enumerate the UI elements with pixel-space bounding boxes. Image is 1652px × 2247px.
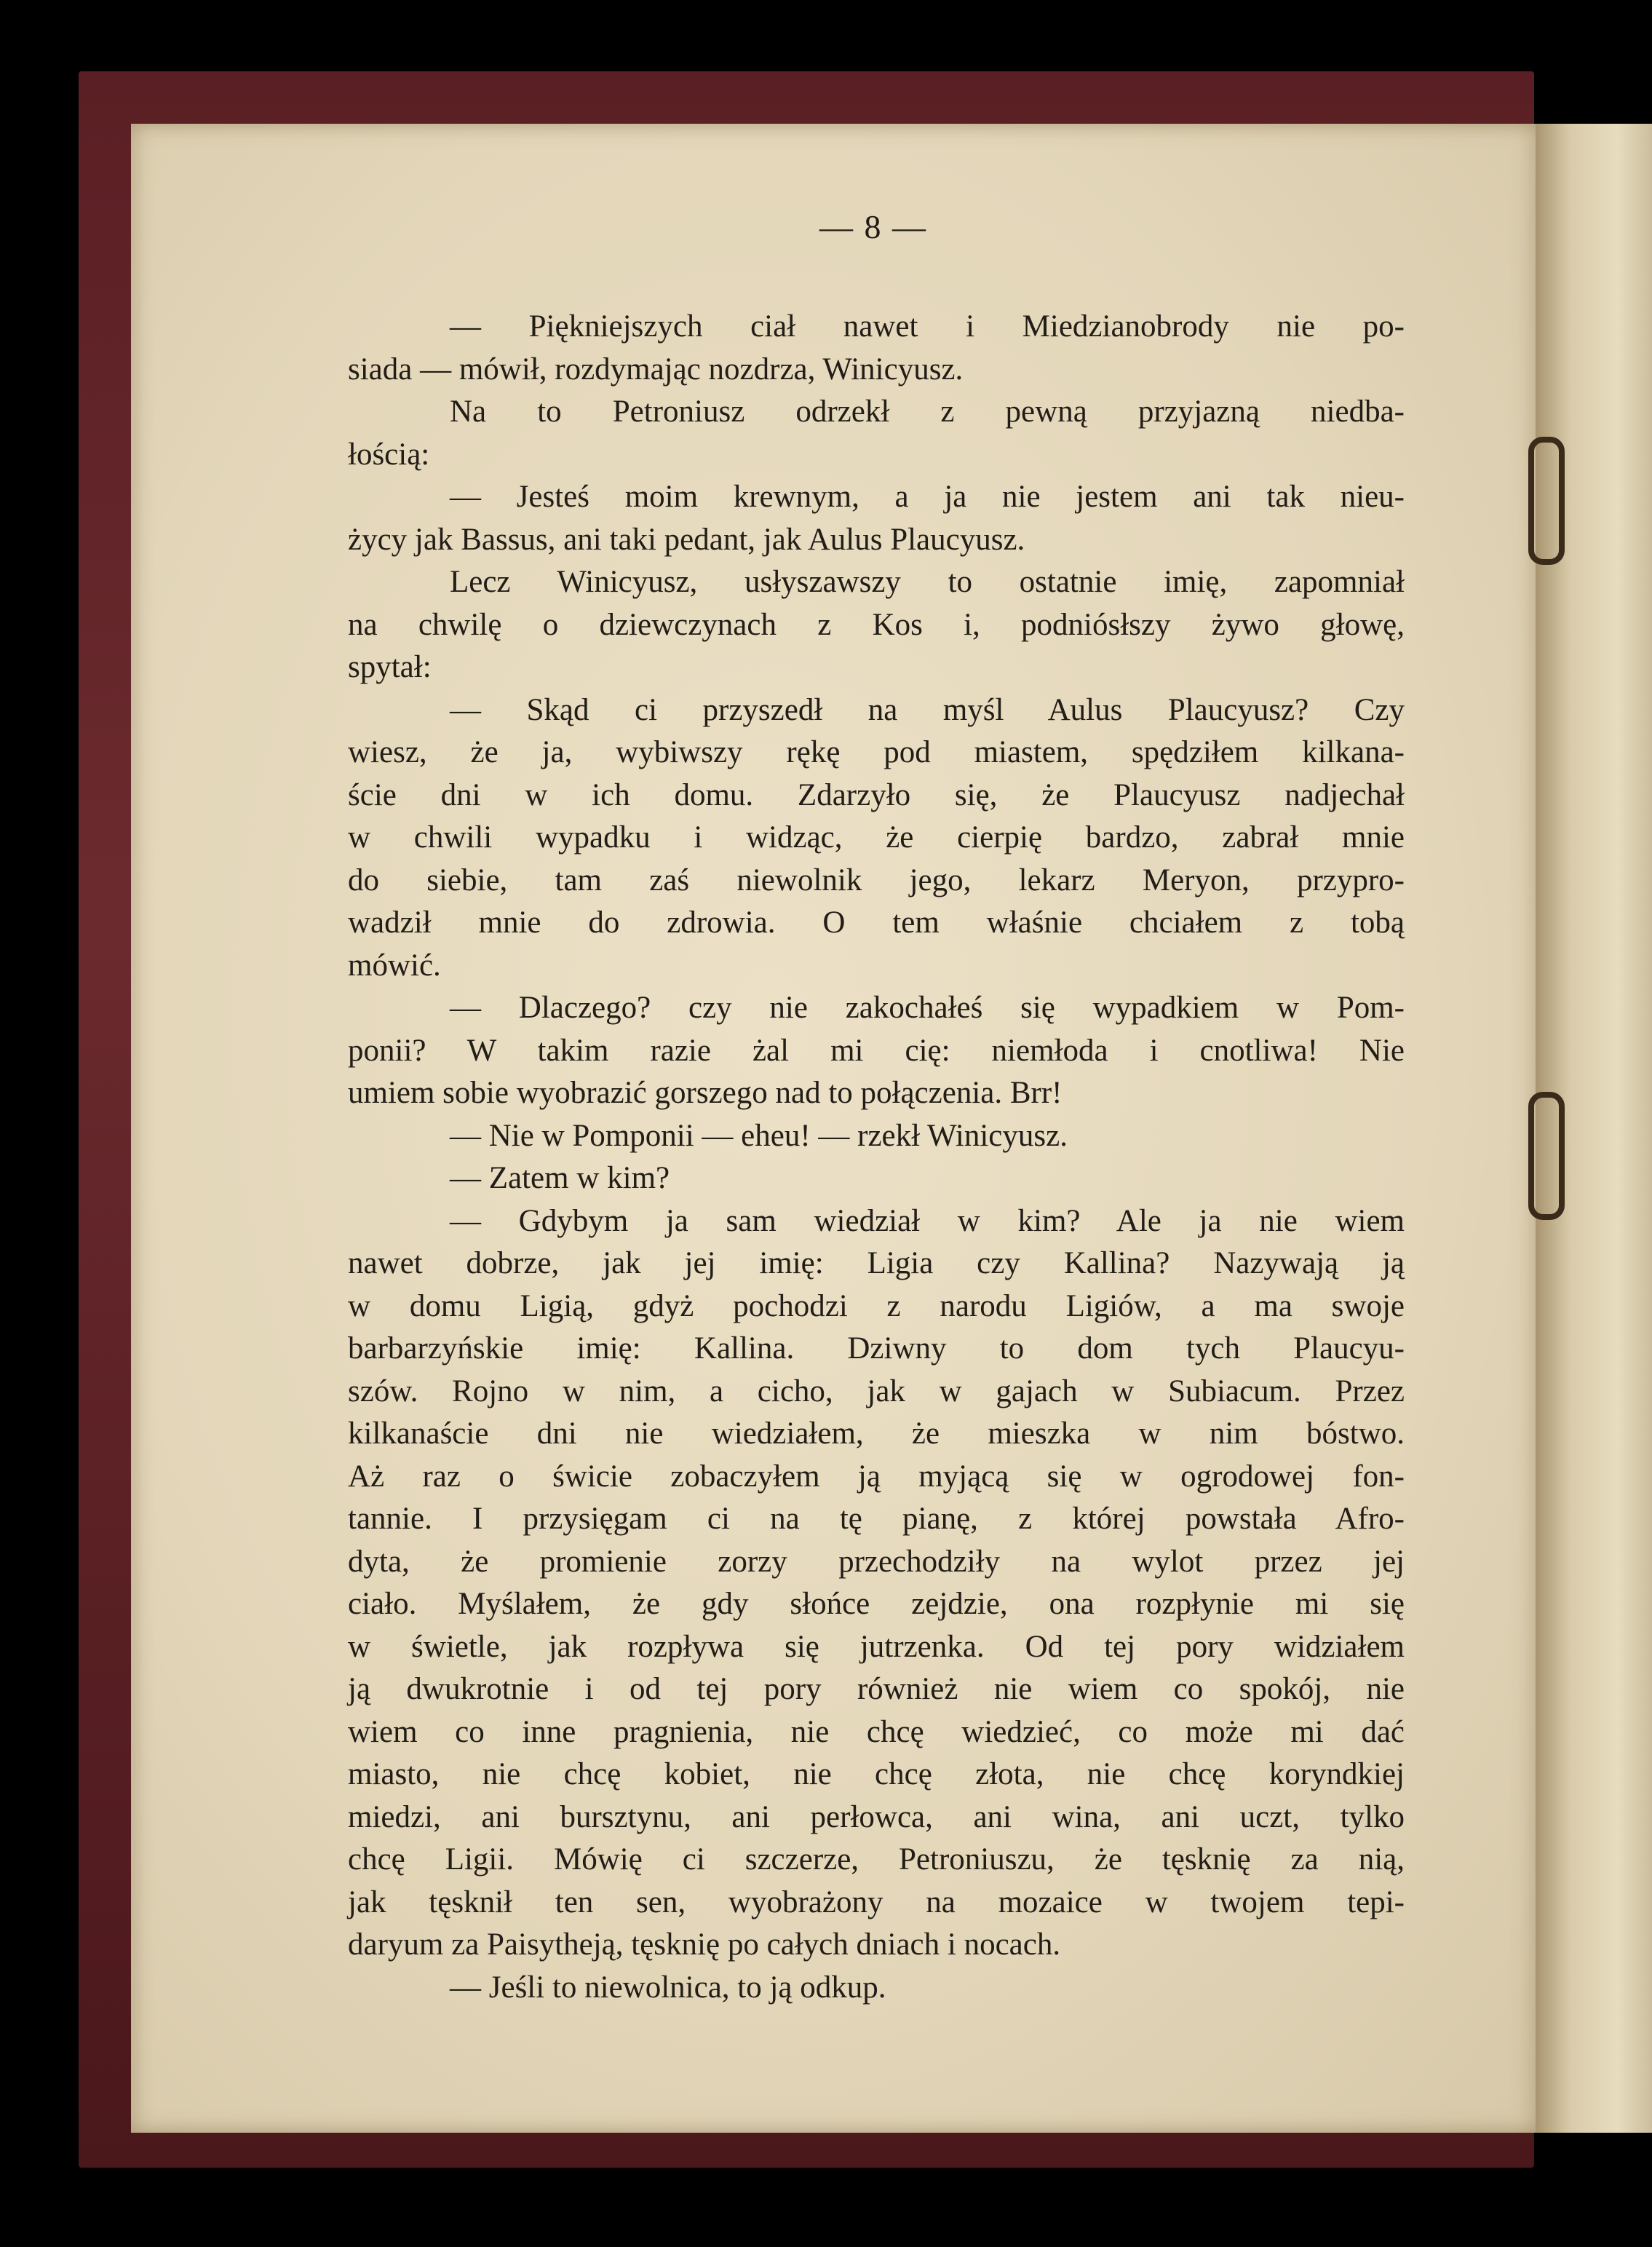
text-line: łością: bbox=[348, 437, 430, 472]
text-line: dyta, że promienie zorzy przechodziły na wylot przez jej bbox=[348, 1544, 1405, 1579]
text-line: — Zatem w kim? bbox=[450, 1161, 670, 1195]
text-line: umiem sobie wyobrazić gorszego nad to połączenia. Brr! bbox=[348, 1076, 1063, 1110]
text-line: wadził mnie do zdrowia. O tem właśnie chciałem z tobą bbox=[348, 905, 1405, 940]
text-line: — Jeśli to niewolnica, to ją odkup. bbox=[450, 1970, 886, 2005]
body-text bbox=[348, 306, 1405, 2009]
text-line: ją dwukrotnie i od tej pory również nie wiem co spokój, nie bbox=[348, 1672, 1405, 1706]
text-line: kilkanaście dni nie wiedziałem, że mieszka w nim bóstwo. bbox=[348, 1416, 1405, 1451]
text-line: nawet dobrze, jak jej imię: Ligia czy Kallina? Nazywają ją bbox=[348, 1246, 1405, 1280]
text-line: daryum za Paisytheją, tęsknię po całych dniach i nocach. bbox=[348, 1927, 1061, 1962]
text-line: w domu Ligią, gdyż pochodzi z narodu Ligiów, a ma swoje bbox=[348, 1288, 1405, 1323]
text-line: siada — mówił, rozdymając nozdrza, Winicyusz. bbox=[348, 352, 964, 387]
text-line: ponii? W takim razie żal mi cię: niemłoda i cnotliwa! Nie bbox=[348, 1033, 1405, 1068]
text-line: do siebie, tam zaś niewolnik jego, lekarz Meryon, przypro- bbox=[348, 863, 1405, 897]
text-line: jak tęsknił ten sen, wyobrażony na mozaice w twojem tepi- bbox=[348, 1885, 1405, 1919]
binding-ring-bottom bbox=[1528, 1092, 1565, 1220]
text-line: w świetle, jak rozpływa się jutrzenka. Od tej pory widziałem bbox=[348, 1629, 1405, 1664]
text-line: Na to Petroniusz odrzekł z pewną przyjazną niedba- bbox=[450, 395, 1405, 429]
text-line: — Nie w Pomponii — eheu! — rzekł Winicyusz. bbox=[450, 1118, 1068, 1153]
text-line: — Skąd ci przyszedł na myśl Aulus Plaucyusz? Czy bbox=[450, 692, 1405, 727]
text-line: barbarzyńskie imię: Kallina. Dziwny to dom tych Plaucyu- bbox=[348, 1331, 1405, 1366]
text-line: wiesz, że ja, wybiwszy rękę pod miastem, spędziłem kilkana- bbox=[348, 735, 1405, 769]
text-line: — Piękniejszych ciał nawet i Miedzianobrody nie po- bbox=[450, 309, 1405, 344]
text-line: w chwili wypadku i widząc, że cierpię bardzo, zabrał mnie bbox=[348, 820, 1405, 855]
text-line: — Jesteś moim krewnym, a ja nie jestem ani tak nieu- bbox=[450, 480, 1405, 514]
text-line: miedzi, ani bursztynu, ani perłowca, ani wina, ani uczt, tylko bbox=[348, 1799, 1405, 1834]
text-line: Aż raz o świcie zobaczyłem ją myjącą się w ogrodowej fon- bbox=[348, 1459, 1405, 1494]
text-line: szów. Rojno w nim, a cicho, jak w gajach w Subiacum. Przez bbox=[348, 1374, 1405, 1408]
text-line: spytał: bbox=[348, 650, 432, 684]
text-line: — Gdybym ja sam wiedział w kim? Ale ja nie wiem bbox=[450, 1203, 1405, 1238]
text-line: Lecz Winicyusz, usłyszawszy to ostatnie imię, zapomniał bbox=[450, 565, 1405, 599]
text-line: ciało. Myślałem, że gdy słońce zejdzie, ona rozpłynie mi się bbox=[348, 1587, 1405, 1621]
text-line: tannie. I przysięgam ci na tę pianę, z której powstała Afro- bbox=[348, 1502, 1405, 1536]
text-line: mówić. bbox=[348, 948, 441, 983]
text-line: — Dlaczego? czy nie zakochałeś się wypadkiem w Pom- bbox=[450, 991, 1405, 1025]
text-line: chcę Ligii. Mówię ci szczerze, Petroniuszu, że tęsknię za nią, bbox=[348, 1842, 1405, 1877]
text-line: wiem co inne pragnienia, nie chcę wiedzieć, co może mi dać bbox=[348, 1714, 1405, 1749]
text-line: życy jak Bassus, ani taki pedant, jak Aulus Plaucyusz. bbox=[348, 522, 1025, 557]
page-number: — 8 — bbox=[819, 208, 927, 245]
text-line: na chwilę o dziewczynach z Kos i, podniósłszy żywo głowę, bbox=[348, 607, 1405, 642]
binding-ring-top bbox=[1528, 437, 1565, 565]
text-line: ście dni w ich domu. Zdarzyło się, że Plaucyusz nadjechał bbox=[348, 777, 1405, 812]
text-line: miasto, nie chcę kobiet, nie chcę złota, nie chcę koryndkiej bbox=[348, 1757, 1405, 1791]
